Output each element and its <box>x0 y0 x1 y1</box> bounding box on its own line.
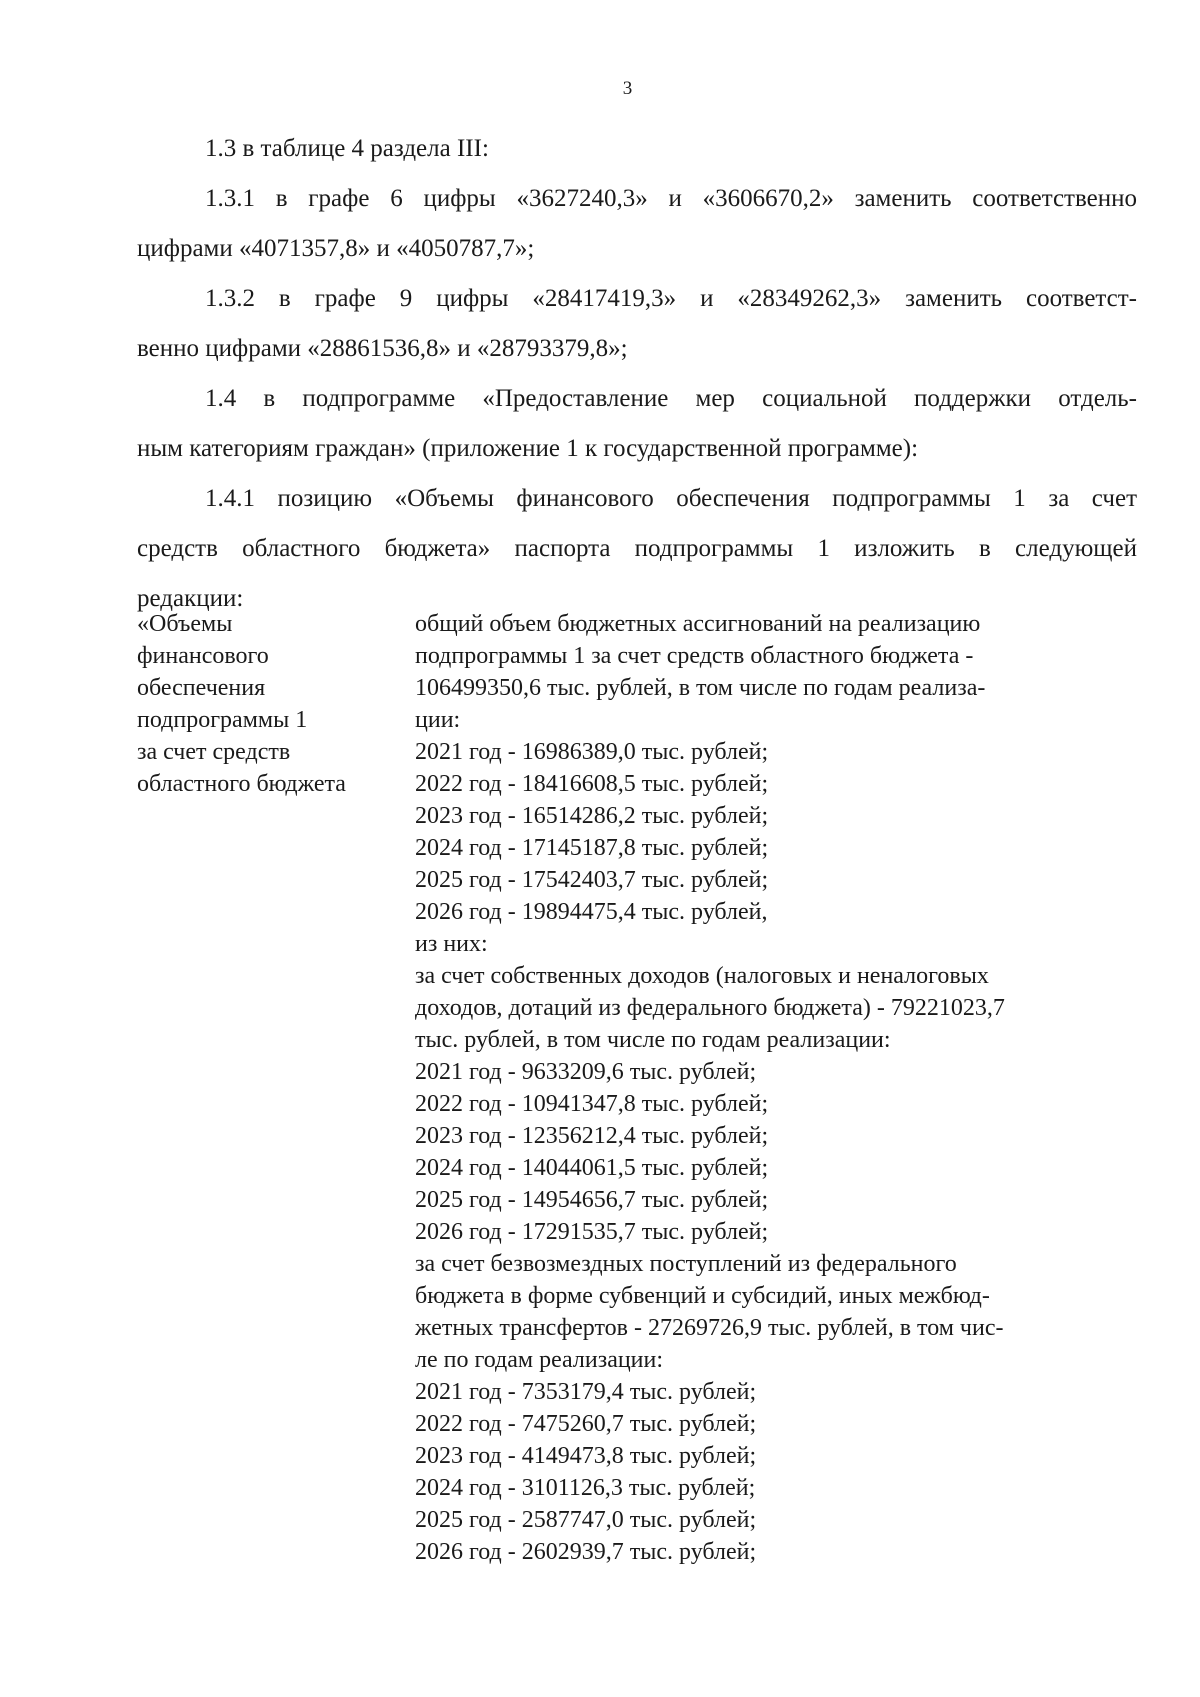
passport-content-line: 2025 год - 2587747,0 тыс. рублей; <box>415 1507 757 1533</box>
passport-content-cell <box>415 608 1135 1568</box>
passport-label-line: «Объемы <box>137 611 233 637</box>
passport-content-line: 2024 год - 17145187,8 тыс. рублей; <box>415 835 769 861</box>
passport-content-line: ции: <box>415 707 461 733</box>
passport-label-line: обеспечения <box>137 675 266 701</box>
passport-content-line: 2025 год - 14954656,7 тыс. рублей; <box>415 1187 769 1213</box>
passport-content-line: 106499350,6 тыс. рублей, в том числе по годам реализа- <box>415 675 986 701</box>
paragraph-1-4 <box>137 374 1137 474</box>
passport-label-cell <box>137 608 397 800</box>
passport-content-line: 2026 год - 2602939,7 тыс. рублей; <box>415 1539 757 1565</box>
passport-content-line: 2023 год - 12356212,4 тыс. рублей; <box>415 1123 769 1149</box>
passport-content-line: 2023 год - 4149473,8 тыс. рублей; <box>415 1443 757 1469</box>
passport-content-line: 2026 год - 17291535,7 тыс. рублей; <box>415 1219 769 1245</box>
paragraph-1-3: 1.3 в таблице 4 раздела III: <box>205 135 489 162</box>
passport-label-line: подпрограммы 1 <box>137 707 308 733</box>
passport-content-line: бюджета в форме субвенций и субсидий, иных межбюд- <box>415 1283 990 1309</box>
paragraph-1-4-1 <box>137 474 1137 624</box>
passport-content-line: за счет собственных доходов (налоговых и неналоговых <box>415 963 989 989</box>
passport-content-line: 2024 год - 14044061,5 тыс. рублей; <box>415 1155 769 1181</box>
paragraph-1-4-line-2: ным категориям граждан» (приложение 1 к государственной программе): <box>137 435 919 462</box>
passport-content-line: за счет безвозмездных поступлений из федерального <box>415 1251 957 1277</box>
passport-label-line: за счет средств <box>137 739 291 765</box>
passport-content-line: 2022 год - 7475260,7 тыс. рублей; <box>415 1411 757 1437</box>
passport-content-line: ле по годам реализации: <box>415 1347 664 1373</box>
page-number: 3 <box>622 78 633 99</box>
paragraph-1-3-1-line-1: 1.3.1 в графе 6 цифры «3627240,3» и «3606670,2» заменить соответственно <box>205 185 1137 212</box>
paragraph-1-4-1-line-2: средств областного бюджета» паспорта подпрограммы 1 изложить в следующей <box>137 535 1137 562</box>
passport-label-line: областного бюджета <box>137 771 346 797</box>
paragraph-1-4-1-line-3: редакции: <box>137 585 244 612</box>
paragraph-1-3-1-line-2: цифрами «4071357,8» и «4050787,7»; <box>137 235 535 262</box>
passport-content-line: 2023 год - 16514286,2 тыс. рублей; <box>415 803 769 829</box>
passport-content-line: доходов, дотаций из федерального бюджета) - 79221023,7 <box>415 995 1005 1021</box>
passport-content-line: 2021 год - 16986389,0 тыс. рублей; <box>415 739 769 765</box>
passport-content-line: 2022 год - 18416608,5 тыс. рублей; <box>415 771 769 797</box>
passport-content-line: общий объем бюджетных ассигнований на реализацию <box>415 611 981 637</box>
passport-content-line: подпрограммы 1 за счет средств областного бюджета - <box>415 643 974 669</box>
passport-label-line: финансового <box>137 643 269 669</box>
passport-content-line: из них: <box>415 931 488 957</box>
paragraph-1-3-1 <box>137 174 1137 274</box>
paragraph-1-3-2-line-1: 1.3.2 в графе 9 цифры «28417419,3» и «28349262,3» заменить соответст- <box>205 285 1137 312</box>
passport-content-line: 2024 год - 3101126,3 тыс. рублей; <box>415 1475 756 1501</box>
passport-content-line: 2026 год - 19894475,4 тыс. рублей, <box>415 899 768 925</box>
paragraph-1-4-1-line-1: 1.4.1 позицию «Объемы финансового обеспечения подпрограммы 1 за счет <box>205 485 1137 512</box>
passport-content-line: 2021 год - 7353179,4 тыс. рублей; <box>415 1379 757 1405</box>
paragraph-1-3-2-line-2: венно цифрами «28861536,8» и «28793379,8»; <box>137 335 628 362</box>
passport-content-line: жетных трансфертов - 27269726,9 тыс. рублей, в том чис- <box>415 1315 1004 1341</box>
passport-content-line: 2021 год - 9633209,6 тыс. рублей; <box>415 1059 757 1085</box>
passport-content-line: тыс. рублей, в том числе по годам реализации: <box>415 1027 891 1053</box>
passport-content-line: 2022 год - 10941347,8 тыс. рублей; <box>415 1091 769 1117</box>
paragraph-1-3-2 <box>137 274 1137 374</box>
paragraph-1-4-line-1: 1.4 в подпрограмме «Предоставление мер социальной поддержки отдель- <box>205 385 1137 412</box>
passport-content-line: 2025 год - 17542403,7 тыс. рублей; <box>415 867 769 893</box>
